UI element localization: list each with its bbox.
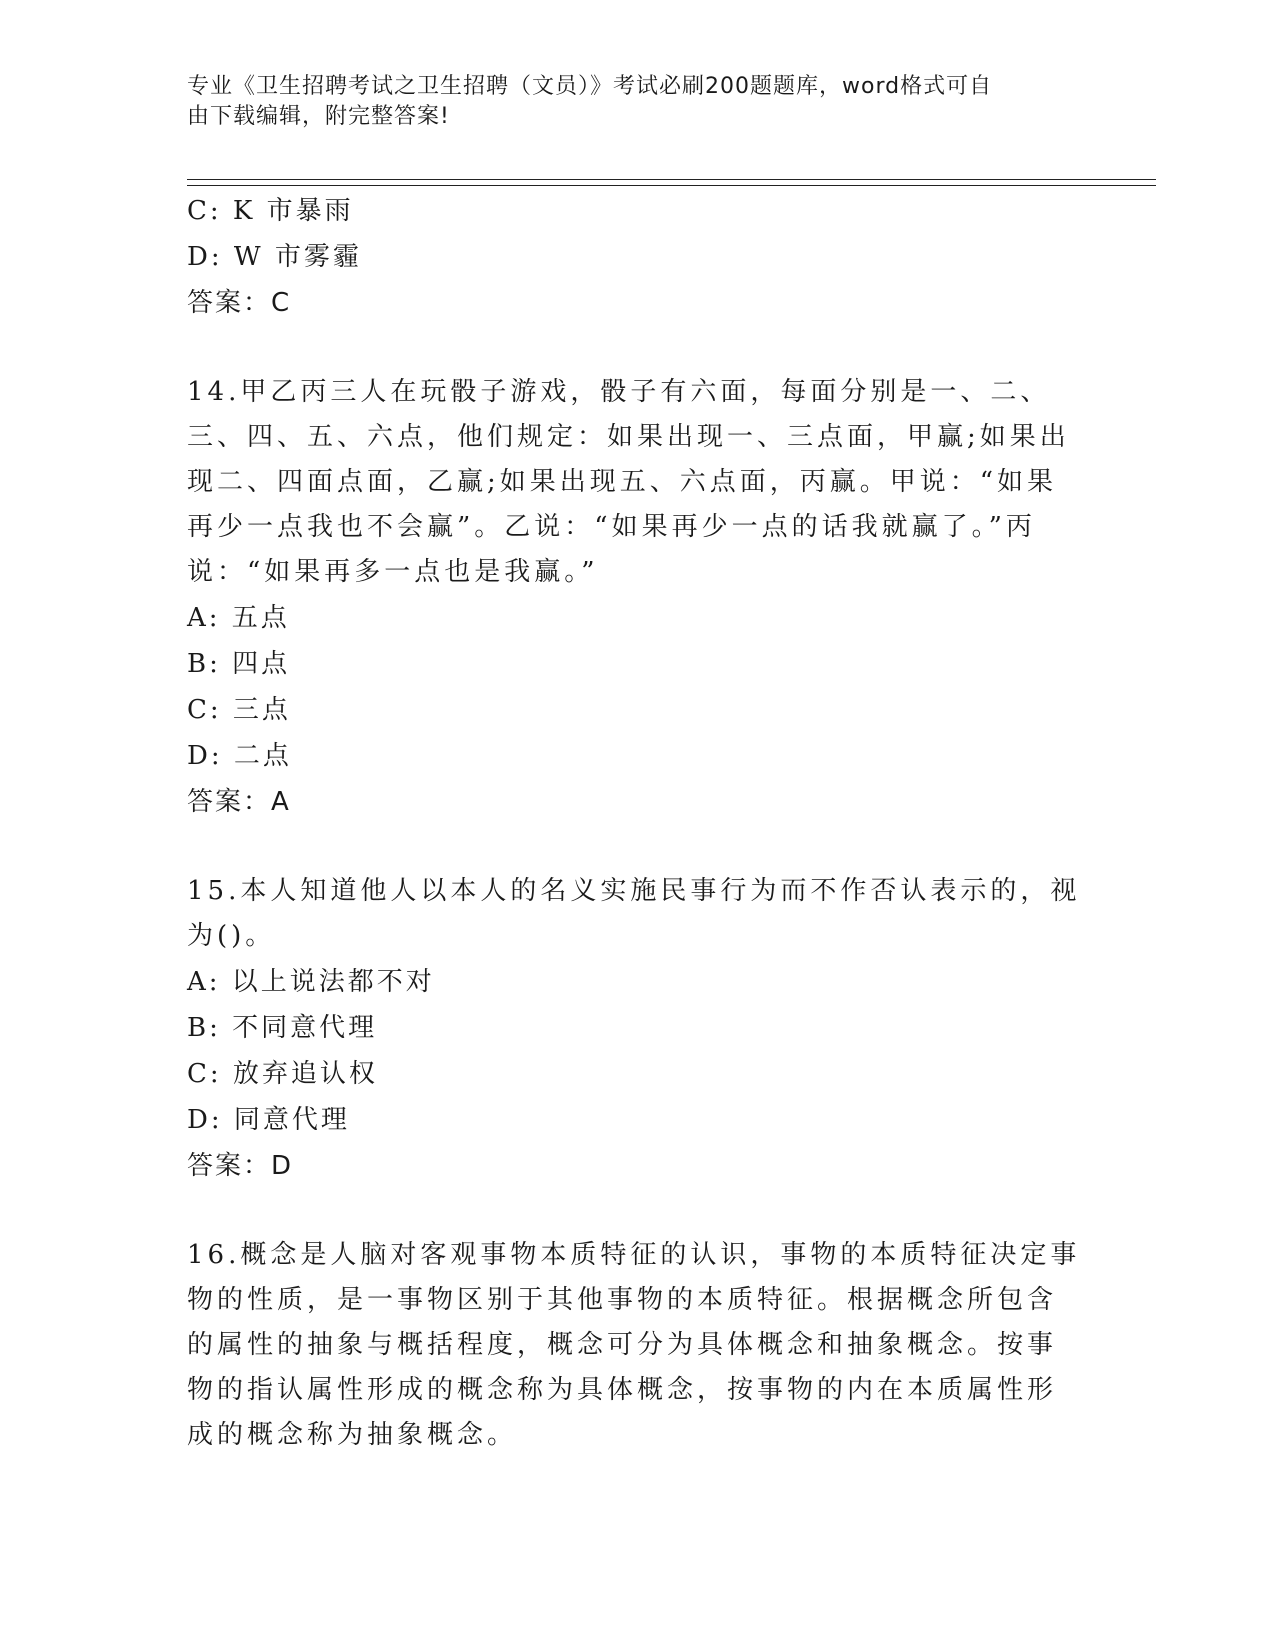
document-header xyxy=(187,72,1087,132)
q14-option-a: A: 五点 xyxy=(187,603,290,633)
q16-text: 16.概念是人脑对客观事物本质特征的认识，事物的本质特征决定事物的性质，是一事物区别于其他事物的本质特征。根据概念所包含的属性的抽象与概括程度，概念可分为具体概念和抽象概念。按事物的指认属性形成的概念称为具体概念，按事物的内在本质属性形成的概念称为抽象概念。 xyxy=(187,1240,1081,1450)
spacer xyxy=(187,326,1087,370)
q15-answer: 答案：D xyxy=(187,1151,294,1181)
q15-option-b: B: 不同意代理 xyxy=(187,1013,378,1043)
question-13-tail xyxy=(187,188,1087,326)
document-body xyxy=(187,188,1087,1458)
q13-option-d: D: W 市雾霾 xyxy=(187,242,362,272)
header-divider-top xyxy=(187,179,1156,180)
header-divider-bottom xyxy=(187,185,1156,186)
q14-option-b: B: 四点 xyxy=(187,649,291,679)
spacer xyxy=(187,1189,1087,1233)
header-title-line-2: 由下载编辑，附完整答案! xyxy=(187,104,450,129)
header-title-line-1: 专业《卫生招聘考试之卫生招聘（文员）》考试必刷200题题库，word格式可自 xyxy=(187,74,993,99)
q14-option-c: C: 三点 xyxy=(187,695,291,725)
q14-text: 14.甲乙丙三人在玩骰子游戏，骰子有六面，每面分别是一、二、三、四、五、六点，他们规定：如果出现一、三点面，甲赢;如果出现二、四面点面，乙赢;如果出现五、六点面，丙赢。甲说：“如果再少一点我也不会赢”。乙说：“如果再少一点的话我就赢了。”丙说：“如果再多一点也是我赢。” xyxy=(187,377,1070,587)
q14-answer: 答案：A xyxy=(187,787,291,817)
q13-answer: 答案：C xyxy=(187,288,292,318)
spacer xyxy=(187,825,1087,869)
q15-option-d: D: 同意代理 xyxy=(187,1105,350,1135)
q14-option-d: D: 二点 xyxy=(187,741,292,771)
q15-option-c: C: 放弃追认权 xyxy=(187,1059,378,1089)
q13-option-c: C: K 市暴雨 xyxy=(187,196,354,226)
question-16 xyxy=(187,1233,1087,1458)
q15-text: 15.本人知道他人以本人的名义实施民事行为而不作否认表示的，视为()。 xyxy=(187,876,1081,951)
question-14 xyxy=(187,370,1087,825)
question-15 xyxy=(187,869,1087,1189)
q15-option-a: A: 以上说法都不对 xyxy=(187,967,435,997)
